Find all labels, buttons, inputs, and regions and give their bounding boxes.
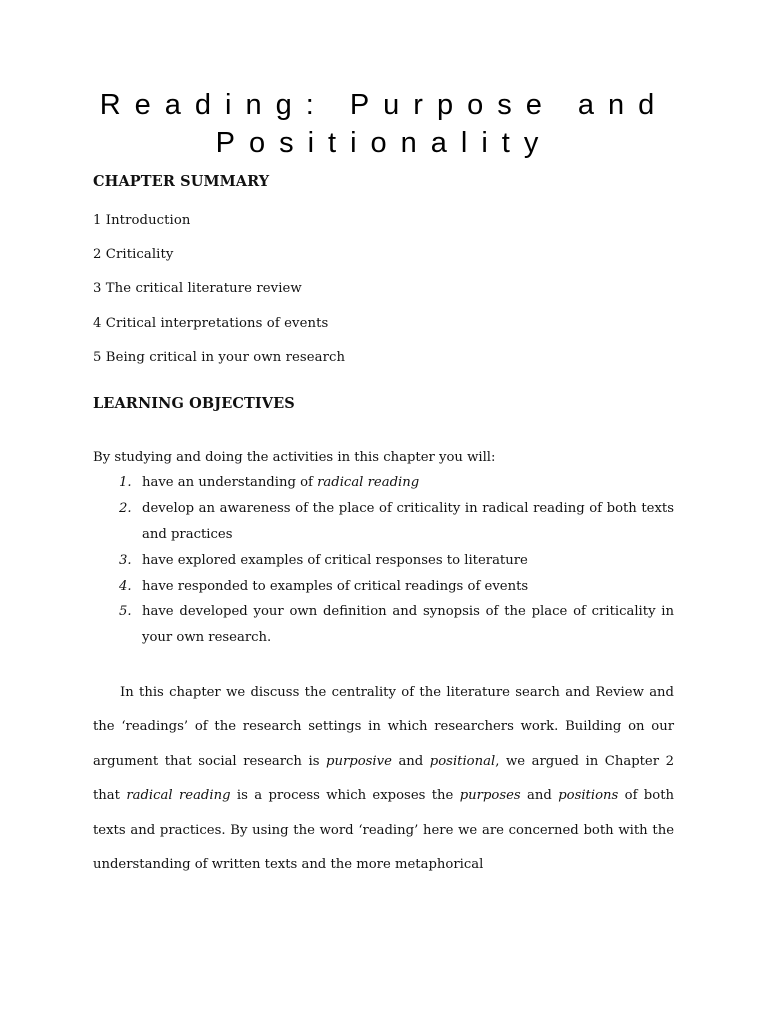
objective-item: [93, 496, 674, 548]
objective-item: [93, 548, 674, 574]
objective-item: [93, 574, 674, 600]
summary-item: 5 Being critical in your own research: [93, 350, 346, 365]
objective-text: develop an awareness of the place of criticality in radical reading of both texts and practices: [142, 501, 674, 542]
objective-number: 5.: [119, 604, 132, 619]
objective-number: 1.: [119, 475, 132, 490]
objective-number: 2.: [119, 501, 132, 516]
objective-number: 3.: [119, 553, 132, 568]
summary-item: 3 The critical literature review: [93, 281, 302, 296]
objectives-intro: By studying and doing the activities in this chapter you will:: [93, 450, 496, 465]
objective-item: [93, 599, 674, 651]
summary-item: 4 Critical interpretations of events: [93, 316, 329, 331]
chapter-summary-heading: CHAPTER SUMMARY: [93, 173, 270, 190]
objective-text: have responded to examples of critical readings of events: [142, 579, 529, 594]
body-paragraph: In this chapter we discuss the centrality of the literature search and Review and the ‘readings’ of the research settings in which researchers work. Building on our argument that social research is purposive and positional, we argued in Chapter 2 that radical reading is a process which exposes the purposes and positions of both texts and practices. By using the word ‘reading’ here we are concerned both with the understanding of written texts and the more metaphorical: [93, 685, 674, 873]
objective-item: [93, 470, 674, 496]
objective-text: have explored examples of critical responses to literature: [142, 553, 528, 568]
page-title: [60, 86, 708, 162]
objective-text: have developed your own definition and synopsis of the place of criticality in your own research.: [142, 604, 674, 645]
learning-objectives-heading: LEARNING OBJECTIVES: [93, 395, 295, 412]
summary-item: 2 Criticality: [93, 247, 174, 262]
title-line-1: Reading: Purpose and: [99, 89, 669, 121]
title-line-2: Positionality: [215, 127, 553, 159]
objective-text: have an understanding of radical reading: [142, 475, 420, 490]
summary-item: 1 Introduction: [93, 213, 191, 228]
objective-number: 4.: [119, 579, 132, 594]
